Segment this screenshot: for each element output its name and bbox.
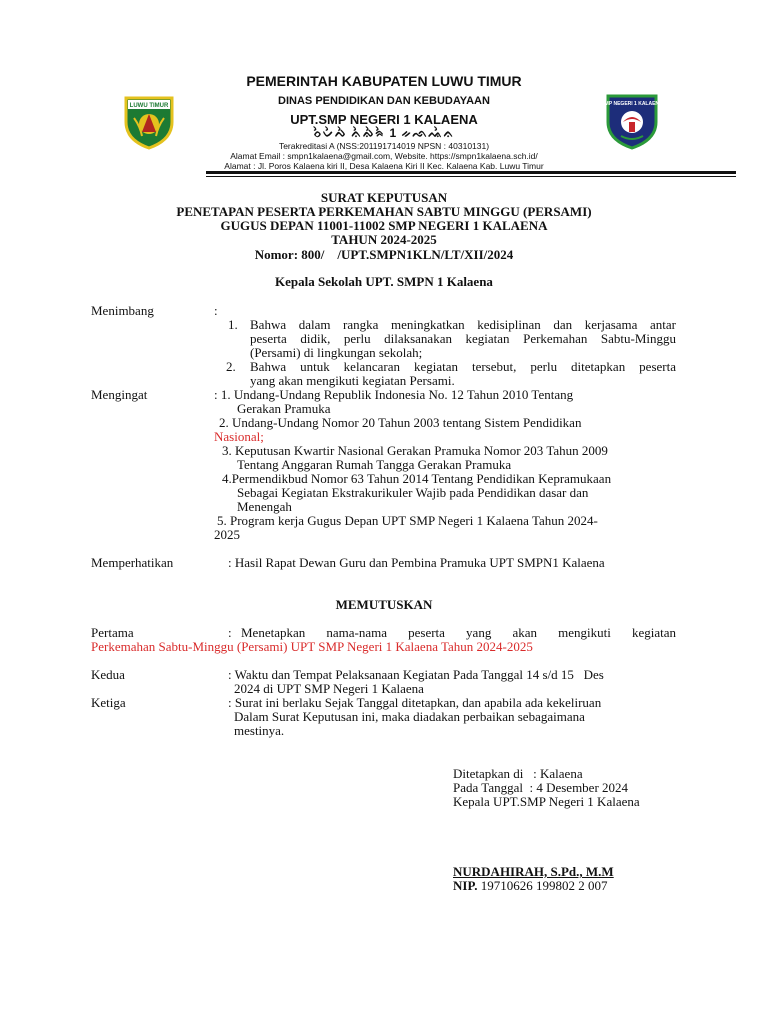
svg-text:SMP NEGERI 1 KALAENA: SMP NEGERI 1 KALAENA	[603, 101, 661, 107]
ketiga-line-2: Dalam Surat Keputusan ini, maka diadakan perbaikan sebagaimana	[234, 709, 585, 724]
kop-divider-thin	[206, 176, 736, 177]
memperhatikan-text: : Hasil Rapat Dewan Guru dan Pembina Pramuka UPT SMPN1 Kalaena	[228, 555, 605, 570]
judul-penetapan: PENETAPAN PESERTA PERKEMAHAN SABTU MINGGU (PERSAMI)	[176, 204, 592, 219]
kop-akreditasi: Terakreditasi A (NSS:201191714019 NPSN : 40310131)	[278, 141, 490, 151]
menimbang-item-1-line-3: (Persami) di lingkungan sekolah;	[250, 345, 423, 360]
kop-aksara-lontara: ᨔᨛᨆᨛᨄᨛ ᨊᨛᨁᨛᨑᨛ 1 ᨀᨒᨕᨛᨊ	[313, 126, 455, 140]
kedua-label: Kedua	[91, 667, 125, 682]
mengingat-item-4-line-1: 4.Permendikbud Nomor 63 Tahun 2014 Tentang Pendidikan Kepramukaan	[222, 471, 612, 486]
menimbang-item-1-line-2: peserta didik, perlu dilaksanakan kegiatan Perkemahan Sabtu-Minggu	[250, 331, 676, 346]
pertama-line-2: Perkemahan Sabtu-Minggu (Persami) UPT SMP Negeri 1 Kalaena Tahun 2024-2025	[91, 639, 533, 654]
ketiga-line-1: : Surat ini berlaku Sejak Tanggal ditetapkan, dan apabila ada kekeliruan	[228, 695, 602, 710]
nip-line	[453, 879, 607, 893]
nama-penandatangan: NURDAHIRAH, S.Pd., M.M	[453, 864, 614, 879]
mengingat-item-2-line-1: 2. Undang-Undang Nomor 20 Tahun 2003 tentang Sistem Pendidikan	[219, 415, 582, 430]
menimbang-item-1-number: 1.	[228, 317, 238, 332]
mengingat-label: Mengingat	[91, 387, 148, 402]
menimbang-item-2-number: 2.	[226, 359, 236, 374]
menimbang-item-2-line-2: yang akan mengikuti kegiatan Persami.	[250, 373, 455, 388]
kedua-line-2: 2024 di UPT SMP Negeri 1 Kalaena	[234, 681, 424, 696]
ketiga-line-3: mestinya.	[234, 723, 285, 738]
mengingat-item-4-line-2: Sebagai Kegiatan Ekstrakurikuler Wajib pada Pendidikan dasar dan	[237, 485, 589, 500]
ketiga-label: Ketiga	[91, 695, 126, 710]
nip-label: NIP.	[453, 878, 478, 893]
kedua-line-1: : Waktu dan Tempat Pelaksanaan Kegiatan Pada Tanggal 14 s/d 15 Des	[228, 667, 604, 682]
pertama-label: Pertama	[91, 625, 134, 640]
judul-tahun: TAHUN 2024-2025	[331, 232, 437, 247]
menimbang-item-2-line-1: Bahwa untuk kelancaran kegiatan tersebut, perlu ditetapkan peserta	[250, 359, 676, 374]
svg-text:LUWU TIMUR: LUWU TIMUR	[129, 103, 169, 109]
kop-divider-thick	[206, 171, 736, 174]
mengingat-item-3-line-2: Tentang Anggaran Rumah Tangga Gerakan Pramuka	[237, 457, 512, 472]
menimbang-label: Menimbang	[91, 303, 154, 318]
pertama-line-1: Menetapkan nama-nama peserta yang akan mengikuti kegiatan	[241, 625, 676, 640]
kop-alamat: Alamat : Jl. Poros Kalaena kiri II, Desa Kalaena Kiri II Kec. Kalaena Kab. Luwu Timur	[224, 161, 544, 171]
nip-value: 19710626 199802 2 007	[477, 878, 608, 893]
mengingat-item-1-line-1: : 1. Undang-Undang Republik Indonesia No. 12 Tahun 2010 Tentang	[214, 387, 574, 402]
kop-pemerintah: PEMERINTAH KABUPATEN LUWU TIMUR	[246, 73, 522, 89]
menimbang-item-1-line-1: Bahwa dalam rangka meningkatkan kedisiplinan dan kerjasama antar	[250, 317, 676, 332]
mengingat-item-5-line-1: 5. Program kerja Gugus Depan UPT SMP Negeri 1 Kalaena Tahun 2024-	[217, 513, 598, 528]
ditetapkan-di: Ditetapkan di : Kalaena	[453, 766, 583, 781]
menimbang-colon: :	[214, 303, 218, 318]
pertama-colon: :	[228, 625, 232, 640]
judul-gugus-depan: GUGUS DEPAN 11001-11002 SMP NEGERI 1 KALAENA	[220, 218, 548, 233]
kepala-sekolah-heading: Kepala Sekolah UPT. SMPN 1 Kalaena	[275, 274, 493, 289]
judul-surat: SURAT KEPUTUSAN	[320, 190, 448, 205]
memutuskan-heading: MEMUTUSKAN	[335, 597, 433, 612]
kop-sekolah: UPT.SMP NEGERI 1 KALAENA	[290, 112, 478, 127]
mengingat-item-4-line-3: Menengah	[237, 499, 292, 514]
pada-tanggal: Pada Tanggal : 4 Desember 2024	[453, 780, 629, 795]
mengingat-item-2-line-2: Nasional;	[214, 429, 264, 444]
mengingat-item-5-line-2: 2025	[214, 527, 240, 542]
kop-email: Alamat Email : smpn1kalaena@gmail.com, Website. https://smpn1kalaena.sch.id/	[230, 151, 538, 161]
jabatan-penandatangan: Kepala UPT.SMP Negeri 1 Kalaena	[453, 794, 640, 809]
judul-nomor: Nomor: 800/ /UPT.SMPN1KLN/LT/XII/2024	[254, 247, 514, 262]
mengingat-item-3-line-1: 3. Keputusan Kwartir Nasional Gerakan Pramuka Nomor 203 Tahun 2009	[222, 443, 608, 458]
memperhatikan-label: Memperhatikan	[91, 555, 174, 570]
mengingat-item-1-line-2: Gerakan Pramuka	[237, 401, 331, 416]
kop-dinas: DINAS PENDIDIKAN DAN KEBUDAYAAN	[278, 95, 490, 107]
